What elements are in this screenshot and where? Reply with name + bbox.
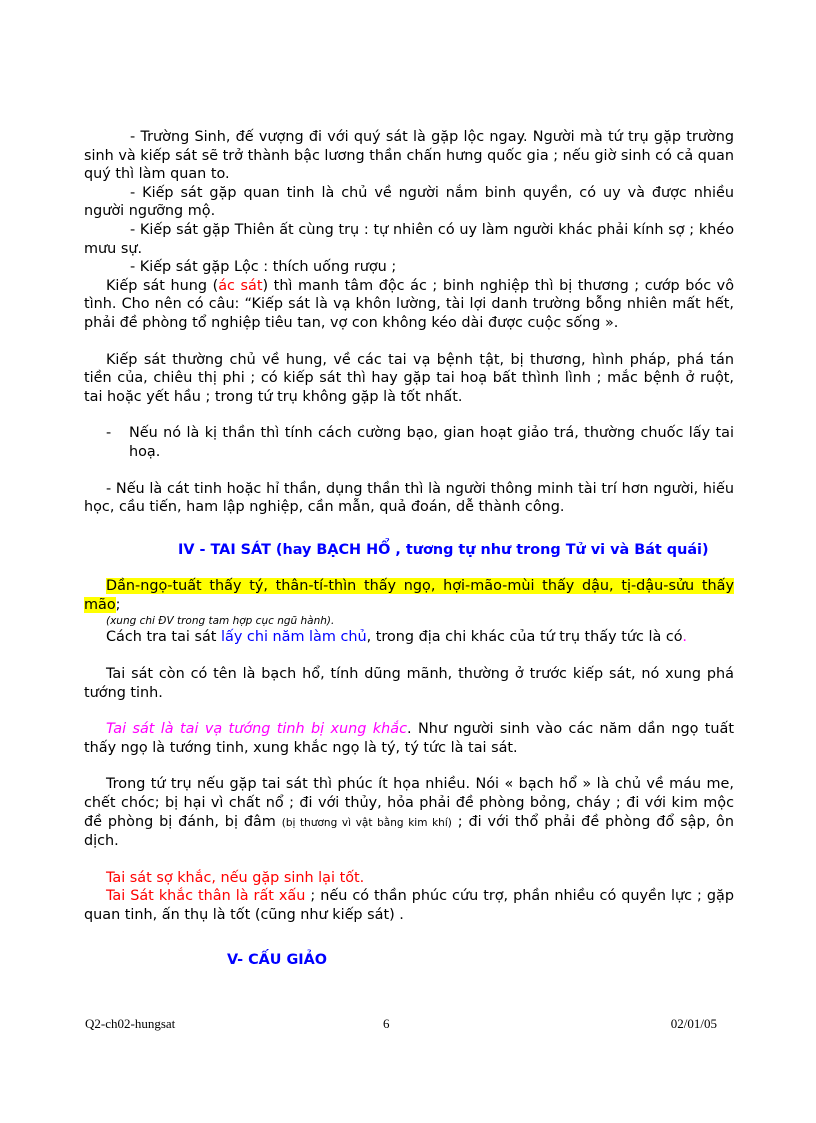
paragraph-tai-sat-so-khac: Tai sát sợ khắc, nếu gặp sinh lại tốt. — [106, 869, 365, 886]
ac-sat-highlight: ác sát — [218, 277, 263, 294]
text-run: ; đi với thổ phải đề phòng đổ sập, ôn dịch. — [84, 813, 734, 850]
text-run: ) thì manh tâm độc ác ; binh nghiệp thì bị thương ; cướp bóc vô tình. Cho nên có câu: “Kiếp sát là vạ khôn lường, tài lợi danh trường bỗng nhiên mất hết, phải đề phòng tổ nghiệp tiêu tan, vợ con không kéo dài được cuộc sống ». — [84, 277, 735, 331]
footer-filename: Q2-ch02-hungsat — [85, 1016, 176, 1031]
text-run: Trong tứ trụ nếu gặp tai sát thì phúc ít họa nhiều. Nói « bạch hổ » là chủ về máu me, chết chóc; bị hại vì chất nổ ; đi với thủy, hỏa phải đề phòng bỏng, cháy ; đi với kim mộc đề phòng bị đánh, bị đâm — [84, 776, 734, 830]
text-run: Kiếp sát hung ( — [106, 277, 219, 294]
bullet-ki-than — [84, 424, 734, 461]
text-run: Cách tra tai sát — [106, 629, 221, 646]
section-heading-tai-sat: IV - TAI SÁT (hay BẠCH HỔ , tương tự như trong Tử vi và Bát quái) — [178, 541, 709, 558]
paragraph-tai-va — [84, 720, 734, 757]
paragraph-dan-ngo-tuat — [84, 577, 734, 614]
text-run: , trong địa chi khác của tứ trụ thấy tức là có — [366, 629, 683, 646]
paragraph-kiep-sat-hung — [84, 277, 734, 333]
paragraph-cach-tra — [84, 628, 734, 647]
text-run: ; nếu có thần phúc cứu trợ, phần nhiều có quyền lực ; gặp quan tinh, ấn thụ là tốt (cũng như kiếp sát) . — [84, 888, 734, 923]
magenta-emphasis: Tai sát là tai vạ tướng tinh bị xung khắc — [106, 721, 407, 738]
paragraph-quan-tinh: - Kiếp sát gặp quan tinh là chủ về người nắm binh quyền, có uy và được nhiều người ngưỡng mộ. — [84, 184, 734, 220]
paragraph-kiep-sat-thuong: Kiếp sát thường chủ về hung, về các tai vạ bệnh tật, bị thương, hình pháp, phá tán tiền của, chiêu thị phi ; có kiếp sát thì hay gặp tai hoạ bất thình lình ; mắc bệnh ở ruột, tai hoặc yết hầu ; trong tứ trụ không gặp là tốt nhất. — [84, 351, 734, 405]
paragraph-bach-ho: Tai sát còn có tên là bạch hổ, tính dũng mãnh, thường ở trước kiếp sát, nó xung phá tướng tinh. — [84, 666, 734, 701]
bullet-text: Nếu nó là kị thần thì tính cách cường bạo, gian hoạt giảo trá, thường chuốc lấy tai hoạ. — [129, 425, 734, 460]
paragraph-thien-at: - Kiếp sát gặp Thiên ất cùng trụ : tự nhiên có uy làm người khác phải kính sợ ; khéo mưu sự. — [84, 221, 734, 257]
section-heading-cau-giao: V- CẤU GIẢO — [227, 951, 328, 968]
paragraph-truong-sinh: - Trường Sinh, đế vượng đi với quý sát là gặp lộc ngay. Người mà tứ trụ gặp trường sinh và kiếp sát sẽ trở thành bậc lương thần chấn hưng quốc gia ; nếu giờ sinh có cả quan quý thì làm quan to. — [84, 129, 734, 183]
note-xung-chi: (xung chi ĐV trong tam hợp cục ngũ hành). — [106, 615, 335, 628]
paragraph-loc: - Kiếp sát gặp Lộc : thích uống rượu ; — [130, 259, 397, 276]
small-note: (bị thương vì vật bằng kim khí) — [281, 816, 452, 829]
paragraph-khac-than — [84, 887, 734, 924]
document-body — [84, 128, 734, 969]
text-run: ; — [115, 596, 121, 613]
footer-page-number: 6 — [383, 1016, 390, 1031]
blue-emphasis: lấy chi năm làm chủ — [221, 629, 367, 646]
red-emphasis: Tai Sát khắc thân là rất xấu — [106, 888, 306, 905]
paragraph-trong-tu-tru — [84, 775, 734, 850]
footer-date: 02/01/05 — [670, 1016, 717, 1031]
paragraph-cat-tinh: - Nếu là cát tinh hoặc hỉ thần, dụng thần thì là người thông minh tài trí hơn người, hiếu học, cầu tiến, ham lập nghiệp, cần mẫn, quả đoán, dễ thành công. — [84, 480, 734, 516]
text-run: . — [682, 629, 687, 646]
highlighted-text: Dần-ngọ-tuất thấy tý, thân-tí-thìn thấy ngọ, hợi-mão-mùi thấy dậu, tị-dậu-sửu thấy mão — [84, 578, 734, 613]
dash-mark: - — [106, 425, 112, 442]
text-run: . Như người sinh vào các năm dần ngọ tuất thấy ngọ là tướng tinh, xung khắc ngọ là tý, tý tức là tai sát. — [84, 721, 735, 756]
